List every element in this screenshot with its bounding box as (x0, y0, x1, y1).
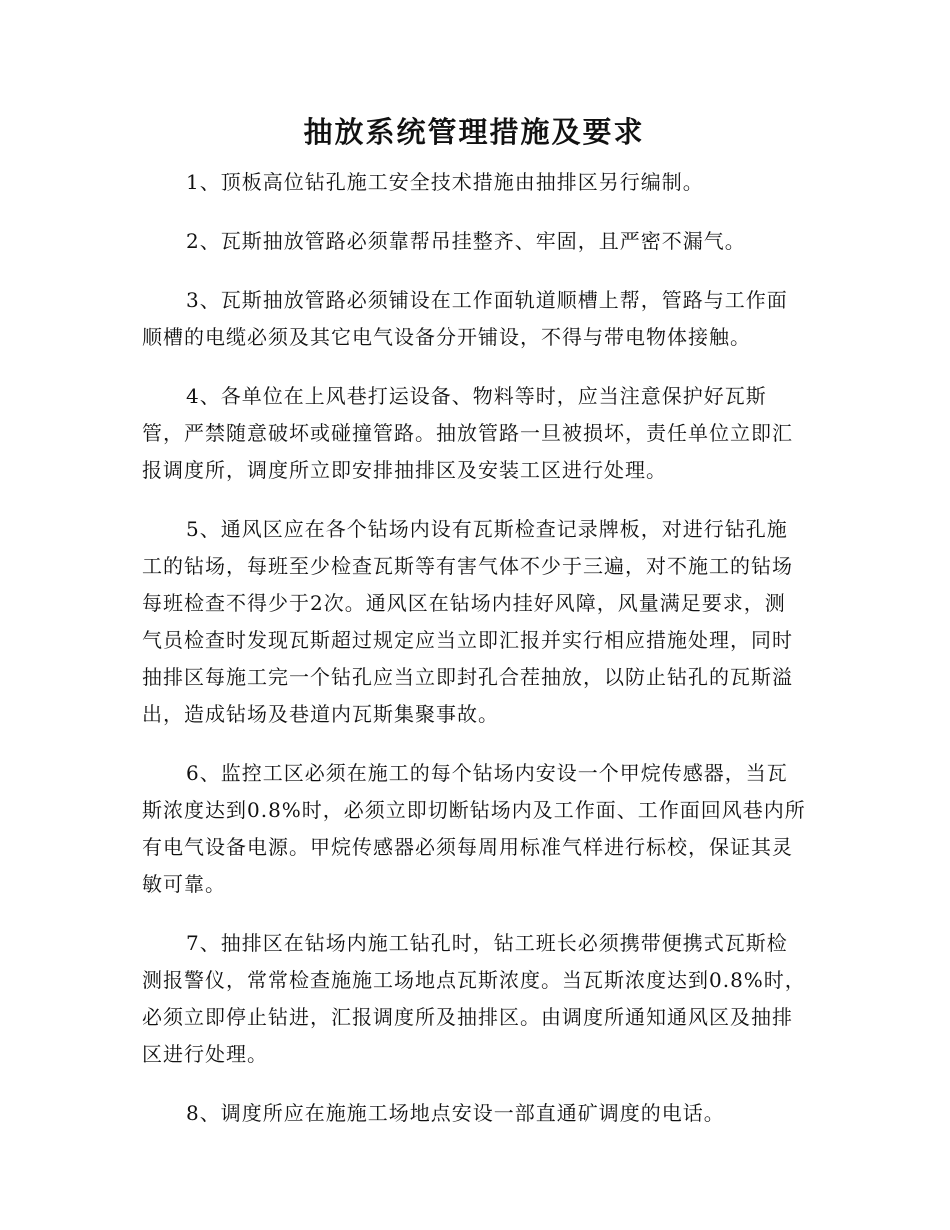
paragraph-6: 6、监控工区必须在施工的每个钻场内安设一个甲烷传感器，当瓦斯浓度达到0.8%时，必须立即切断钻场内及工作面、工作面回风巷内所有电气设备电源。甲烷传感器必须每周用标准气样进行标校，保证其灵敏可靠。 (142, 761, 806, 896)
document-page (142, 112, 806, 1154)
paragraph-2: 2、瓦斯抽放管路必须靠帮吊挂整齐、牢固，且严密不漏气。 (186, 229, 746, 253)
paragraph-7: 7、抽排区在钻场内施工钻孔时，钻工班长必须携带便携式瓦斯检测报警仪，常常检查施施工场地点瓦斯浓度。当瓦斯浓度达到0.8%时，必须立即停止钻进，汇报调度所及抽排区。由调度所通知通风区及抽排区进行处理。 (142, 931, 806, 1066)
paragraph-1: 1、顶板高位钻孔施工安全技术措施由抽排区另行编制。 (186, 170, 704, 194)
document-title: 抽放系统管理措施及要求 (303, 115, 645, 149)
paragraph-3: 3、瓦斯抽放管路必须铺设在工作面轨道顺槽上帮，管路与工作面顺槽的电缆必须及其它电气设备分开铺设，不得与带电物体接触。 (142, 288, 788, 349)
paragraph-4: 4、各单位在上风巷打运设备、物料等时，应当注意保护好瓦斯管，严禁随意破坏或碰撞管路。抽放管路一旦被损坏，责任单位立即汇报调度所，调度所立即安排抽排区及安装工区进行处理。 (142, 384, 793, 482)
paragraph-8: 8、调度所应在施施工场地点安设一部直通矿调度的电话。 (186, 1101, 725, 1125)
paragraph-5: 5、通风区应在各个钻场内设有瓦斯检查记录牌板，对进行钻孔施工的钻场，每班至少检查瓦斯等有害气体不少于三遍，对不施工的钻场每班检查不得少于2次。通风区在钻场内挂好风障，风量满足要求，测气员检查时发现瓦斯超过规定应当立即汇报并实行相应措施处理，同时抽排区每施工完一个钻孔应当立即封孔合茬抽放，以防止钻孔的瓦斯溢出，造成钻场及巷道内瓦斯集聚事故。 (142, 517, 793, 726)
